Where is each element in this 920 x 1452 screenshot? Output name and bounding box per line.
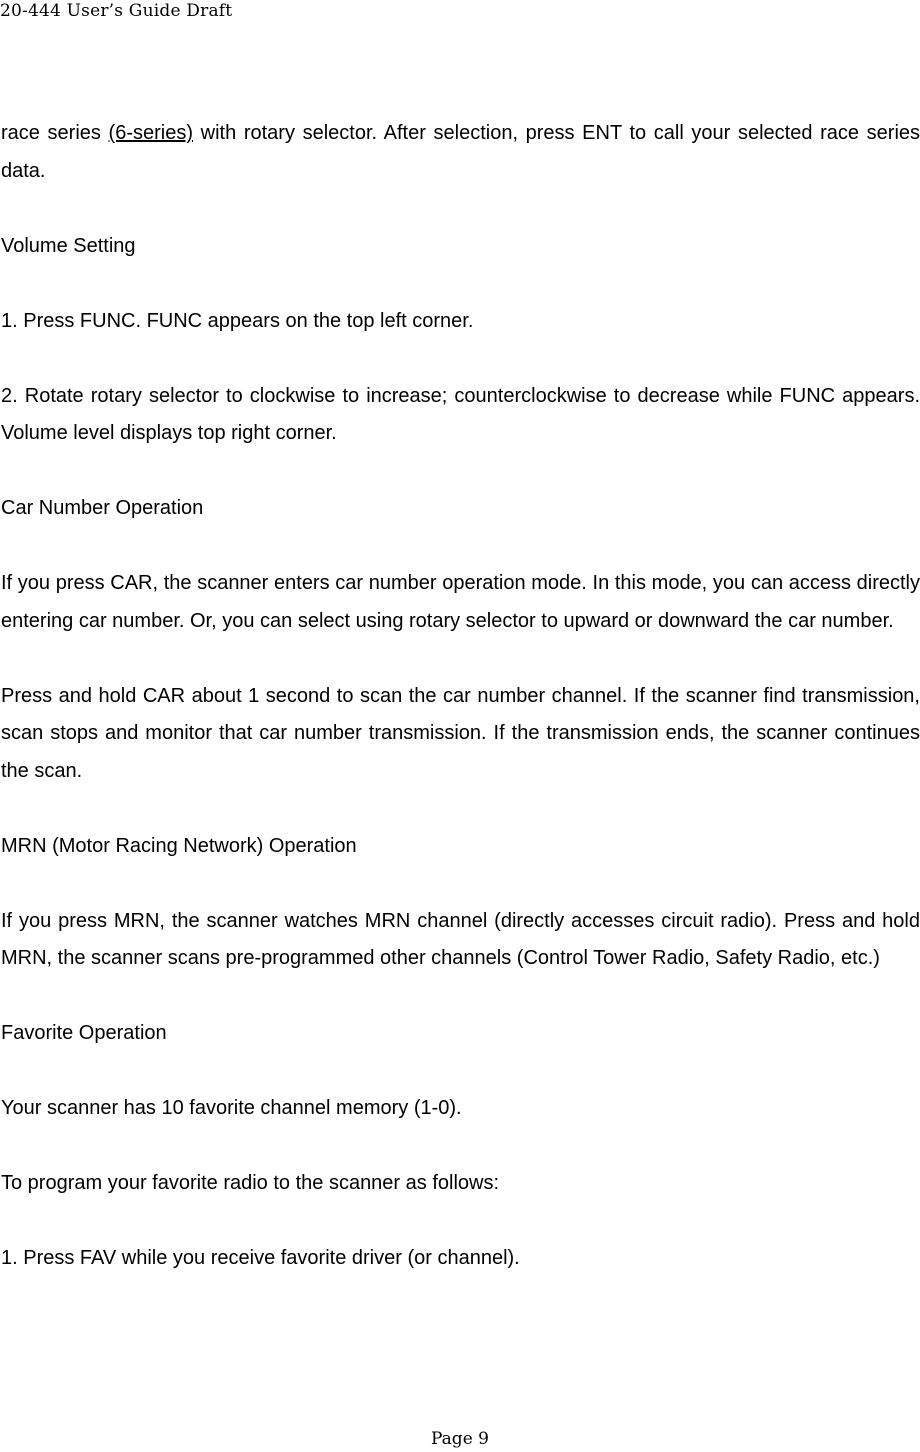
page-header: 20-444 User’s Guide Draft: [0, 1, 233, 21]
volume-setting-heading: Volume Setting: [1, 234, 136, 257]
race-series-text-end: with rotary selector. After selection, press ENT to call your selected race series data.: [1, 122, 920, 182]
document-body: [1, 115, 920, 1278]
mrn-heading: MRN (Motor Racing Network) Operation: [1, 834, 357, 857]
car-number-paragraph-1: If you press CAR, the scanner enters car number operation mode. In this mode, you can access directly entering car number. Or, you can select using rotary selector to upward or downward the car number.: [1, 572, 920, 632]
paragraph-race-series: [1, 115, 920, 190]
volume-step-2: 2. Rotate rotary selector to clockwise to increase; counterclockwise to decrease while FUNC appears. Volume level displays top right corner.: [1, 384, 920, 444]
car-number-heading: Car Number Operation: [1, 497, 204, 519]
favorite-paragraph-1: Your scanner has 10 favorite channel memory (1-0).: [1, 1097, 462, 1119]
volume-step-1: 1. Press FUNC. FUNC appears on the top left corner.: [1, 309, 474, 332]
favorite-paragraph-2: To program your favorite radio to the scanner as follows:: [1, 1172, 500, 1194]
mrn-paragraph: If you press MRN, the scanner watches MRN channel (directly accesses circuit radio). Press and hold MRN, the scanner scans pre-programmed other channels (Control Tower Radio, Safety Radio, etc.): [1, 909, 920, 969]
page-number: Page 9: [431, 1429, 489, 1449]
favorite-step-1: 1. Press FAV while you receive favorite driver (or channel).: [1, 1247, 520, 1269]
favorite-heading: Favorite Operation: [1, 1022, 167, 1044]
race-series-underlined: (6-series): [108, 122, 193, 144]
car-number-paragraph-2: Press and hold CAR about 1 second to scan the car number channel. If the scanner find transmission, scan stops and monitor that car number transmission. If the transmission ends, the scanner continues the scan.: [1, 684, 920, 782]
race-series-text-start: race series: [1, 122, 109, 144]
